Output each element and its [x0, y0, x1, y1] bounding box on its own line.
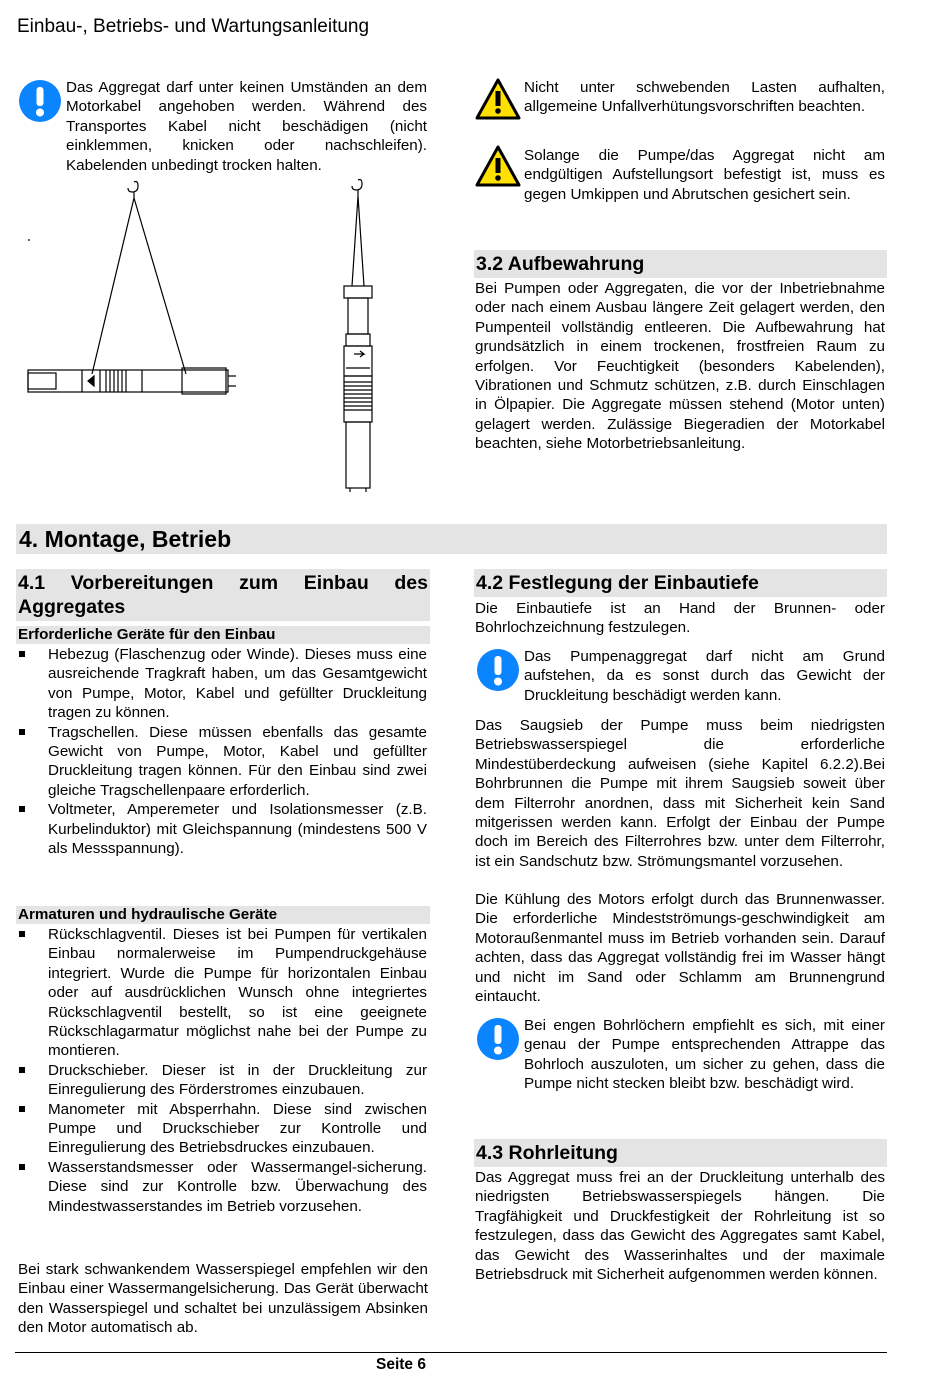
- fittings-subheading: Armaturen und hydraulische Geräte: [16, 906, 430, 924]
- info-exclamation-icon: [476, 648, 520, 692]
- info-exclamation-icon: [476, 1017, 520, 1061]
- section-4-3-body: Das Aggregat muss frei an der Druckleitung unterhalb des niedrigsten Betriebswasserspiegels hängen. Die Tragfähigkeit und Druckfestigkeit der Rohrleitung ist so festzulegen, dass das Gewicht des Aggregates samt Kabel, das Gewicht des Wasserinhaltes und der maximale Betriebsdruck mit Sicherheit aufgenommen werden können.: [475, 1169, 885, 1284]
- document-title: Einbau-, Betriebs- und Wartungsanleitung: [17, 16, 370, 37]
- required-equipment-list: [16, 645, 427, 858]
- warning-tipping: Solange die Pumpe/das Aggregat nicht am endgültigen Aufstellungsort befestigt ist, muss es gegen Umkippen und Abrutschen gesichert sein.: [524, 147, 885, 203]
- warning-suspended-loads: Nicht unter schwebenden Lasten aufhalten, allgemeine Unfallverhütungsvorschriften beachten.: [524, 79, 885, 116]
- list-item: Manometer mit Absperrhahn. Diese sind zwischen Pumpe und Druckschieber zur Kontrolle und Einregulierung des Betriebsdruckes einzubauen.: [16, 1100, 427, 1158]
- section-4-2-body-1: Das Saugsieb der Pumpe muss beim niedrigsten Betriebswasserspiegel die erforderliche Mindestüberdeckung aufweisen (siehe Kapitel 6.2.2).Bei Bohrbrunnen die Pumpe mit ihrem Saugsieb soweit über dem Filterrohr anordnen, dass mit Sicherheit kein Sand mitgerissen werden kann. Erfolgt der Einbau der Pumpe doch im Bereich des Filterrohres bzw. unter dem Filterrohr, ist ein Sandschutz bzw. Strömungsmantel vorzusehen.: [475, 717, 885, 870]
- info-exclamation-icon: [18, 79, 62, 123]
- list-item: Voltmeter, Amperemeter und Isolationsmesser (z.B. Kurbelinduktor) mit Gleichspannung (mindestens 500 V als Messspannung).: [16, 800, 427, 858]
- required-equipment-subheading: Erforderliche Geräte für den Einbau: [16, 626, 430, 644]
- section-4-2-intro: Die Einbautiefe ist an Hand der Brunnen- oder Bohrlochzeichnung festzulegen.: [475, 600, 885, 637]
- list-item: Tragschellen. Diese müssen ebenfalls das gesamte Gewicht von Pumpe, Motor, Kabel und gefüllter Druckleitung tragen können. Für den Einbau sind zwei gleiche Tragschellenpaare erforderlich.: [16, 723, 427, 801]
- section-3-2-heading: 3.2 Aufbewahrung: [474, 250, 887, 278]
- section-4-3-heading: 4.3 Rohrleitung: [474, 1139, 887, 1167]
- installation-depth-note: Das Pumpenaggregat darf nicht am Grund aufstehen, da es sonst durch das Gewicht der Druckleitung beschädigt werden kann.: [524, 648, 885, 704]
- section-4-1-closing: Bei stark schwankendem Wasserspiegel empfehlen wir den Einbau einer Wassermangelsicherung. Das Gerät überwacht den Wasserspiegel und schaltet bei unzulässigem Absinken den Motor automatisch ab.: [18, 1261, 428, 1337]
- section-3-2-body: Bei Pumpen oder Aggregaten, die vor der Inbetriebnahme oder nach einem Ausbau längere Zeit gelagert werden, den Pumpenteil vollständig entleeren. Die Aufbewahrung hat grundsätzlich in einem trockenen, frostfreien Raum zu erfolgen. Vor Feuchtigkeit (besonders Kabelenden), Vibrationen und Schmutz schützen, z.B. durch Einschlagen in Ölpapier. Die Aggregate müssen stehend (Motor unten) gelagert werden. Zulässige Biegeradien der Motorkabel beachten, siehe Motorbetriebsanleitung.: [475, 280, 885, 453]
- page-number: Seite 6: [376, 1356, 426, 1373]
- narrow-borehole-note: Bei engen Bohrlöchern empfiehlt es sich, mit einer genau der Pumpe entsprechenden Attrappe das Bohrloch auszuloten, um sicher zu gehen, dass die Pumpe nicht stecken bleibt bzw. beschädigt wird.: [524, 1017, 885, 1093]
- list-item: Hebezug (Flaschenzug oder Winde). Dieses muss eine ausreichende Tragkraft haben, um das Gesamtgewicht von Pumpe, Motor, Kabel und gefüllter Druckleitung tragen zu können.: [16, 645, 427, 723]
- list-item: Rückschlagventil. Dieses ist bei Pumpen für vertikalen Einbau normalerweise im Pumpendruckgehäuse integriert. Wurde die Pumpe für horizontalen Einbau oder auf ausdrücklichen Wunsch ohne integriertes Rückschlagventil bestellt, so ist eine geeignete Rückschlagarmatur möglichst nahe bei der Pumpe zu montieren.: [16, 925, 427, 1061]
- section-4-heading: 4. Montage, Betrieb: [16, 524, 887, 554]
- list-item: Wasserstandsmesser oder Wassermangel-sicherung. Diese sind zur Kontrolle bzw. Überwachung des Mindestwasserstandes im Betrieb vorzusehen.: [16, 1158, 427, 1216]
- list-item: Druckschieber. Dieser ist in der Druckleitung zur Einregulierung des Förderstromes einzubauen.: [16, 1061, 427, 1100]
- section-4-1-heading-text: 4.1 Vorbereitungen zum Einbau des Aggregates: [18, 572, 428, 618]
- warning-triangle-icon: [475, 78, 521, 120]
- fittings-list: [16, 925, 427, 1216]
- footer-divider: [15, 1352, 887, 1353]
- section-4-1-heading: [16, 569, 430, 621]
- section-4-2-heading: 4.2 Festlegung der Einbautiefe: [474, 569, 887, 597]
- pump-lifting-illustration: [22, 178, 382, 496]
- section-4-2-body-2: Die Kühlung des Motors erfolgt durch das Brunnenwasser. Die erforderliche Mindestströmungs-geschwindigkeit am Motoraußenmantel muss im Betrieb vorhanden sein. Darauf achten, dass das Aggregat vollständig frei im Wasser hängt und nicht im Sand oder Schlamm am Brunnengrund eintaucht.: [475, 891, 885, 1006]
- lifting-note: Das Aggregat darf unter keinen Umständen an dem Motorkabel angehoben werden. Während des Transportes Kabel nicht beschädigen (nicht einklemmen, knicken oder nachschleifen). Kabelenden unbedingt trocken halten.: [66, 79, 427, 174]
- warning-triangle-icon: [475, 145, 521, 187]
